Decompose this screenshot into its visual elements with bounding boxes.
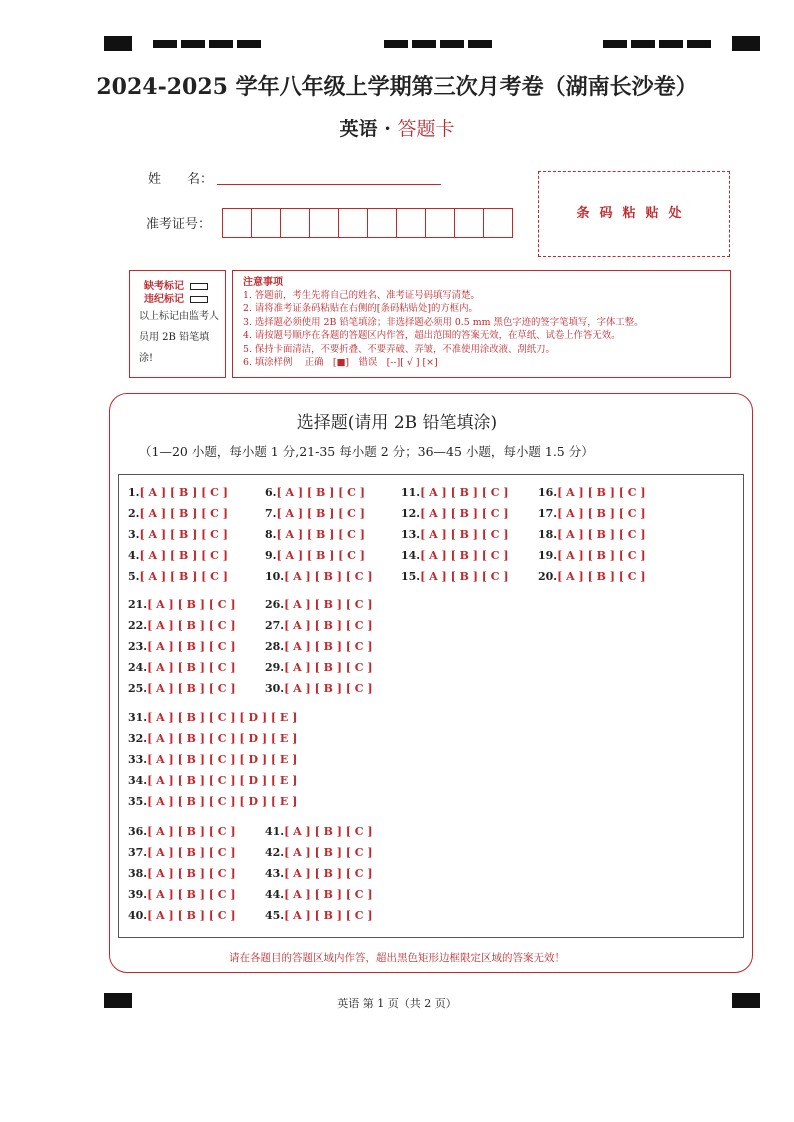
- question-item: [128, 619, 236, 632]
- question-number: 36.: [128, 825, 148, 838]
- notice-item: 3. 选择题必须使用 2B 铅笔填涂；非选择题必须用 0.5 mm 黑色字迹的签字笔填写，字体工整。: [243, 316, 644, 328]
- notice-item: 2. 请将准考证条码粘贴在右侧的[条码粘贴处]的方框内。: [243, 303, 478, 315]
- question-number: 31.: [128, 711, 148, 724]
- question-item: [265, 682, 373, 695]
- question-number: 13.: [401, 528, 421, 541]
- violation-mark: [144, 290, 208, 305]
- question-item: [538, 528, 646, 541]
- question-number: 1.: [128, 486, 140, 499]
- question-item: [128, 909, 236, 922]
- question-number: 23.: [128, 640, 148, 653]
- exam-id-label: 准考证号：: [146, 217, 212, 232]
- question-item: [401, 507, 509, 520]
- question-item: [265, 549, 365, 562]
- question-number: 29.: [265, 661, 285, 674]
- question-item: [128, 486, 228, 499]
- notice-heading: 注意事项: [243, 277, 283, 288]
- answer-options[interactable]: [ A ] [ B ] [ C ] [ D ] [ E ]: [147, 774, 298, 787]
- question-number: 39.: [128, 888, 148, 901]
- answer-options[interactable]: [ A ] [ B ] [ C ]: [284, 846, 373, 859]
- answer-options[interactable]: [ A ] [ B ] [ C ]: [284, 682, 373, 695]
- question-number: 21.: [128, 598, 148, 611]
- question-number: 25.: [128, 682, 148, 695]
- question-number: 41.: [265, 825, 285, 838]
- exam-id-digit-box[interactable]: [367, 208, 397, 238]
- timing-mark: [659, 40, 683, 48]
- question-item: [538, 570, 646, 583]
- question-number: 11.: [401, 486, 421, 499]
- question-item: [128, 867, 236, 880]
- question-item: [128, 774, 297, 787]
- question-item: [265, 909, 373, 922]
- question-number: 4.: [128, 549, 140, 562]
- answer-options[interactable]: [ A ] [ B ] [ C ]: [147, 825, 236, 838]
- timing-mark: [181, 40, 205, 48]
- question-number: 3.: [128, 528, 140, 541]
- question-number: 12.: [401, 507, 421, 520]
- question-item: [128, 528, 228, 541]
- question-number: 15.: [401, 570, 421, 583]
- answer-options[interactable]: [ A ] [ B ] [ C ]: [276, 549, 365, 562]
- question-item: [265, 888, 373, 901]
- answer-options[interactable]: [ A ] [ B ] [ C ]: [147, 846, 236, 859]
- question-item: [265, 846, 373, 859]
- timing-mark: [468, 40, 492, 48]
- question-item: [401, 570, 509, 583]
- timing-mark: [237, 40, 261, 48]
- question-item: [538, 507, 646, 520]
- page-subtitle: [0, 114, 794, 141]
- question-number: 14.: [401, 549, 421, 562]
- absent-mark-label: 缺考标记: [144, 281, 184, 292]
- answer-options[interactable]: [ A ] [ B ] [ C ]: [147, 888, 236, 901]
- timing-mark: [104, 36, 132, 51]
- answer-options[interactable]: [ A ] [ B ] [ C ]: [147, 682, 236, 695]
- question-number: 16.: [538, 486, 558, 499]
- question-item: [128, 661, 236, 674]
- answer-options[interactable]: [ A ] [ B ] [ C ]: [276, 528, 365, 541]
- question-item: [265, 598, 373, 611]
- answer-options[interactable]: [ A ] [ B ] [ C ]: [557, 507, 646, 520]
- question-item: [128, 507, 228, 520]
- answer-options[interactable]: [ A ] [ B ] [ C ]: [284, 661, 373, 674]
- answer-options[interactable]: [ A ] [ B ] [ C ]: [147, 598, 236, 611]
- question-item: [265, 507, 365, 520]
- question-number: 40.: [128, 909, 148, 922]
- answer-options[interactable]: [ A ] [ B ] [ C ]: [139, 486, 228, 499]
- answer-options[interactable]: [ A ] [ B ] [ C ]: [557, 528, 646, 541]
- answer-options[interactable]: [ A ] [ B ] [ C ]: [557, 549, 646, 562]
- question-item: [265, 570, 373, 583]
- question-number: 19.: [538, 549, 558, 562]
- question-item: [128, 732, 297, 745]
- violation-mark-box[interactable]: [190, 296, 208, 303]
- answer-options[interactable]: [ A ] [ B ] [ C ] [ D ] [ E ]: [147, 711, 298, 724]
- answer-options[interactable]: [ A ] [ B ] [ C ]: [139, 528, 228, 541]
- question-item: [128, 825, 236, 838]
- answer-options[interactable]: [ A ] [ B ] [ C ]: [147, 619, 236, 632]
- question-item: [265, 867, 373, 880]
- question-number: 20.: [538, 570, 558, 583]
- answer-options[interactable]: [ A ] [ B ] [ C ]: [139, 507, 228, 520]
- timing-mark: [440, 40, 464, 48]
- answer-options[interactable]: [ A ] [ B ] [ C ]: [276, 507, 365, 520]
- absent-mark-box[interactable]: [190, 283, 208, 290]
- answer-options[interactable]: [ A ] [ B ] [ C ]: [284, 825, 373, 838]
- question-item: [128, 711, 297, 724]
- answer-options[interactable]: [ A ] [ B ] [ C ]: [147, 909, 236, 922]
- question-number: 45.: [265, 909, 285, 922]
- question-item: [265, 825, 373, 838]
- timing-mark: [631, 40, 655, 48]
- answer-options[interactable]: [ A ] [ B ] [ C ]: [284, 909, 373, 922]
- answer-options[interactable]: [ A ] [ B ] [ C ] [ D ] [ E ]: [147, 753, 298, 766]
- question-number: 24.: [128, 661, 148, 674]
- question-number: 38.: [128, 867, 148, 880]
- answer-options[interactable]: [ A ] [ B ] [ C ]: [557, 486, 646, 499]
- barcode-area: 条码粘贴处: [538, 171, 730, 257]
- question-number: 6.: [265, 486, 277, 499]
- question-number: 8.: [265, 528, 277, 541]
- question-item: [128, 549, 228, 562]
- answer-options[interactable]: [ A ] [ B ] [ C ] [ D ] [ E ]: [147, 795, 298, 808]
- answer-options[interactable]: [ A ] [ B ] [ C ]: [284, 619, 373, 632]
- question-number: 44.: [265, 888, 285, 901]
- timing-mark: [603, 40, 627, 48]
- question-number: 37.: [128, 846, 148, 859]
- answer-options[interactable]: [ A ] [ B ] [ C ]: [284, 640, 373, 653]
- card-label: 答题卡: [397, 118, 455, 140]
- question-number: 30.: [265, 682, 285, 695]
- question-item: [128, 682, 236, 695]
- exam-id-digit-box[interactable]: [222, 208, 252, 238]
- exam-id-digit-box[interactable]: [483, 208, 513, 238]
- subject-label: 英语: [339, 118, 378, 140]
- mark-box: [129, 270, 226, 378]
- question-item: [265, 661, 373, 674]
- question-number: 32.: [128, 732, 148, 745]
- answer-options[interactable]: [ A ] [ B ] [ C ] [ D ] [ E ]: [147, 732, 298, 745]
- choice-title: 选择题(请用 2B 铅笔填涂): [296, 413, 498, 433]
- question-number: 33.: [128, 753, 148, 766]
- question-item: [128, 888, 236, 901]
- timing-mark: [412, 40, 436, 48]
- question-number: 7.: [265, 507, 277, 520]
- exam-id-digit-box[interactable]: [280, 208, 310, 238]
- answer-options[interactable]: [ A ] [ B ] [ C ]: [420, 549, 509, 562]
- exam-id-digit-box[interactable]: [338, 208, 368, 238]
- answer-options[interactable]: [ A ] [ B ] [ C ]: [284, 867, 373, 880]
- mark-note: 以上标记由监考人员用 2B 铅笔填涂!: [139, 311, 219, 364]
- question-item: [538, 486, 646, 499]
- answer-options[interactable]: [ A ] [ B ] [ C ]: [139, 549, 228, 562]
- question-item: [538, 549, 646, 562]
- answer-options[interactable]: [ A ] [ B ] [ C ]: [147, 640, 236, 653]
- question-number: 26.: [265, 598, 285, 611]
- answer-options[interactable]: [ A ] [ B ] [ C ]: [139, 570, 228, 583]
- exam-id-digit-box[interactable]: [454, 208, 484, 238]
- question-number: 17.: [538, 507, 558, 520]
- question-number: 9.: [265, 549, 277, 562]
- name-label: 姓 名：: [148, 172, 214, 187]
- question-number: 28.: [265, 640, 285, 653]
- question-number: 5.: [128, 570, 140, 583]
- question-item: [265, 528, 365, 541]
- answer-options[interactable]: [ A ] [ B ] [ C ]: [284, 888, 373, 901]
- question-item: [128, 598, 236, 611]
- answer-options[interactable]: [ A ] [ B ] [ C ]: [147, 867, 236, 880]
- notice-item: 4. 请按题号顺序在各题的答题区内作答，超出范围的答案无效，在草纸、试卷上作答无效。: [243, 330, 621, 342]
- answer-options[interactable]: [ A ] [ B ] [ C ]: [557, 570, 646, 583]
- question-item: [128, 846, 236, 859]
- question-number: 2.: [128, 507, 140, 520]
- answer-options[interactable]: [ A ] [ B ] [ C ]: [284, 598, 373, 611]
- question-item: [128, 753, 297, 766]
- answer-options[interactable]: [ A ] [ B ] [ C ]: [420, 507, 509, 520]
- question-number: 22.: [128, 619, 148, 632]
- timing-mark: [687, 40, 711, 48]
- question-item: [128, 640, 236, 653]
- question-item: [401, 549, 509, 562]
- answer-warning: 请在各题目的答题区域内作答，超出黑色矩形边框限定区域的答案无效！: [229, 952, 565, 964]
- page-footer: 英语 第 1 页（共 2 页）: [337, 997, 457, 1010]
- question-number: 35.: [128, 795, 148, 808]
- exam-id-digit-box[interactable]: [425, 208, 455, 238]
- exam-id-boxes: [222, 208, 512, 238]
- exam-id-digit-box[interactable]: [309, 208, 339, 238]
- violation-mark-label: 违纪标记: [144, 294, 184, 305]
- answer-options[interactable]: [ A ] [ B ] [ C ]: [276, 486, 365, 499]
- question-item: [265, 640, 373, 653]
- question-number: 43.: [265, 867, 285, 880]
- answer-options[interactable]: [ A ] [ B ] [ C ]: [420, 486, 509, 499]
- question-item: [401, 528, 509, 541]
- page-title: 2024-2025 学年八年级上学期第三次月考卷（湖南长沙卷）: [96, 74, 698, 100]
- question-number: 34.: [128, 774, 148, 787]
- timing-mark: [153, 40, 177, 48]
- subtitle-dot: ·: [384, 118, 391, 140]
- notice-item: 5. 保持卡面清洁，不要折叠、不要弄破、弄皱，不准使用涂改液、刮纸刀。: [243, 343, 555, 355]
- answer-options[interactable]: [ A ] [ B ] [ C ]: [420, 528, 509, 541]
- timing-mark: [384, 40, 408, 48]
- question-item: [128, 570, 228, 583]
- question-number: 10.: [265, 570, 285, 583]
- answer-options[interactable]: [ A ] [ B ] [ C ]: [147, 661, 236, 674]
- question-item: [265, 619, 373, 632]
- answer-options[interactable]: [ A ] [ B ] [ C ]: [284, 570, 373, 583]
- answer-options[interactable]: [ A ] [ B ] [ C ]: [420, 570, 509, 583]
- question-item: [128, 795, 297, 808]
- notice-item: 1. 答题前，考生先将自己的姓名、准考证号码填写清楚。: [243, 290, 480, 301]
- notice-item: 6. 填涂样例 正确 [■] 错误 [--][ √ ] [×]: [243, 357, 438, 369]
- choice-subtitle: （1—20 小题，每小题 1 分,21-35 每小题 2 分；36—45 小题，每小题 1.5 分）: [139, 444, 594, 459]
- question-number: 42.: [265, 846, 285, 859]
- exam-id-digit-box[interactable]: [396, 208, 426, 238]
- name-field[interactable]: [217, 183, 441, 185]
- timing-mark: [732, 36, 760, 51]
- question-number: 18.: [538, 528, 558, 541]
- exam-id-digit-box[interactable]: [251, 208, 281, 238]
- timing-mark: [209, 40, 233, 48]
- notice-box: [232, 270, 731, 378]
- question-item: [265, 486, 365, 499]
- question-number: 27.: [265, 619, 285, 632]
- question-item: [401, 486, 509, 499]
